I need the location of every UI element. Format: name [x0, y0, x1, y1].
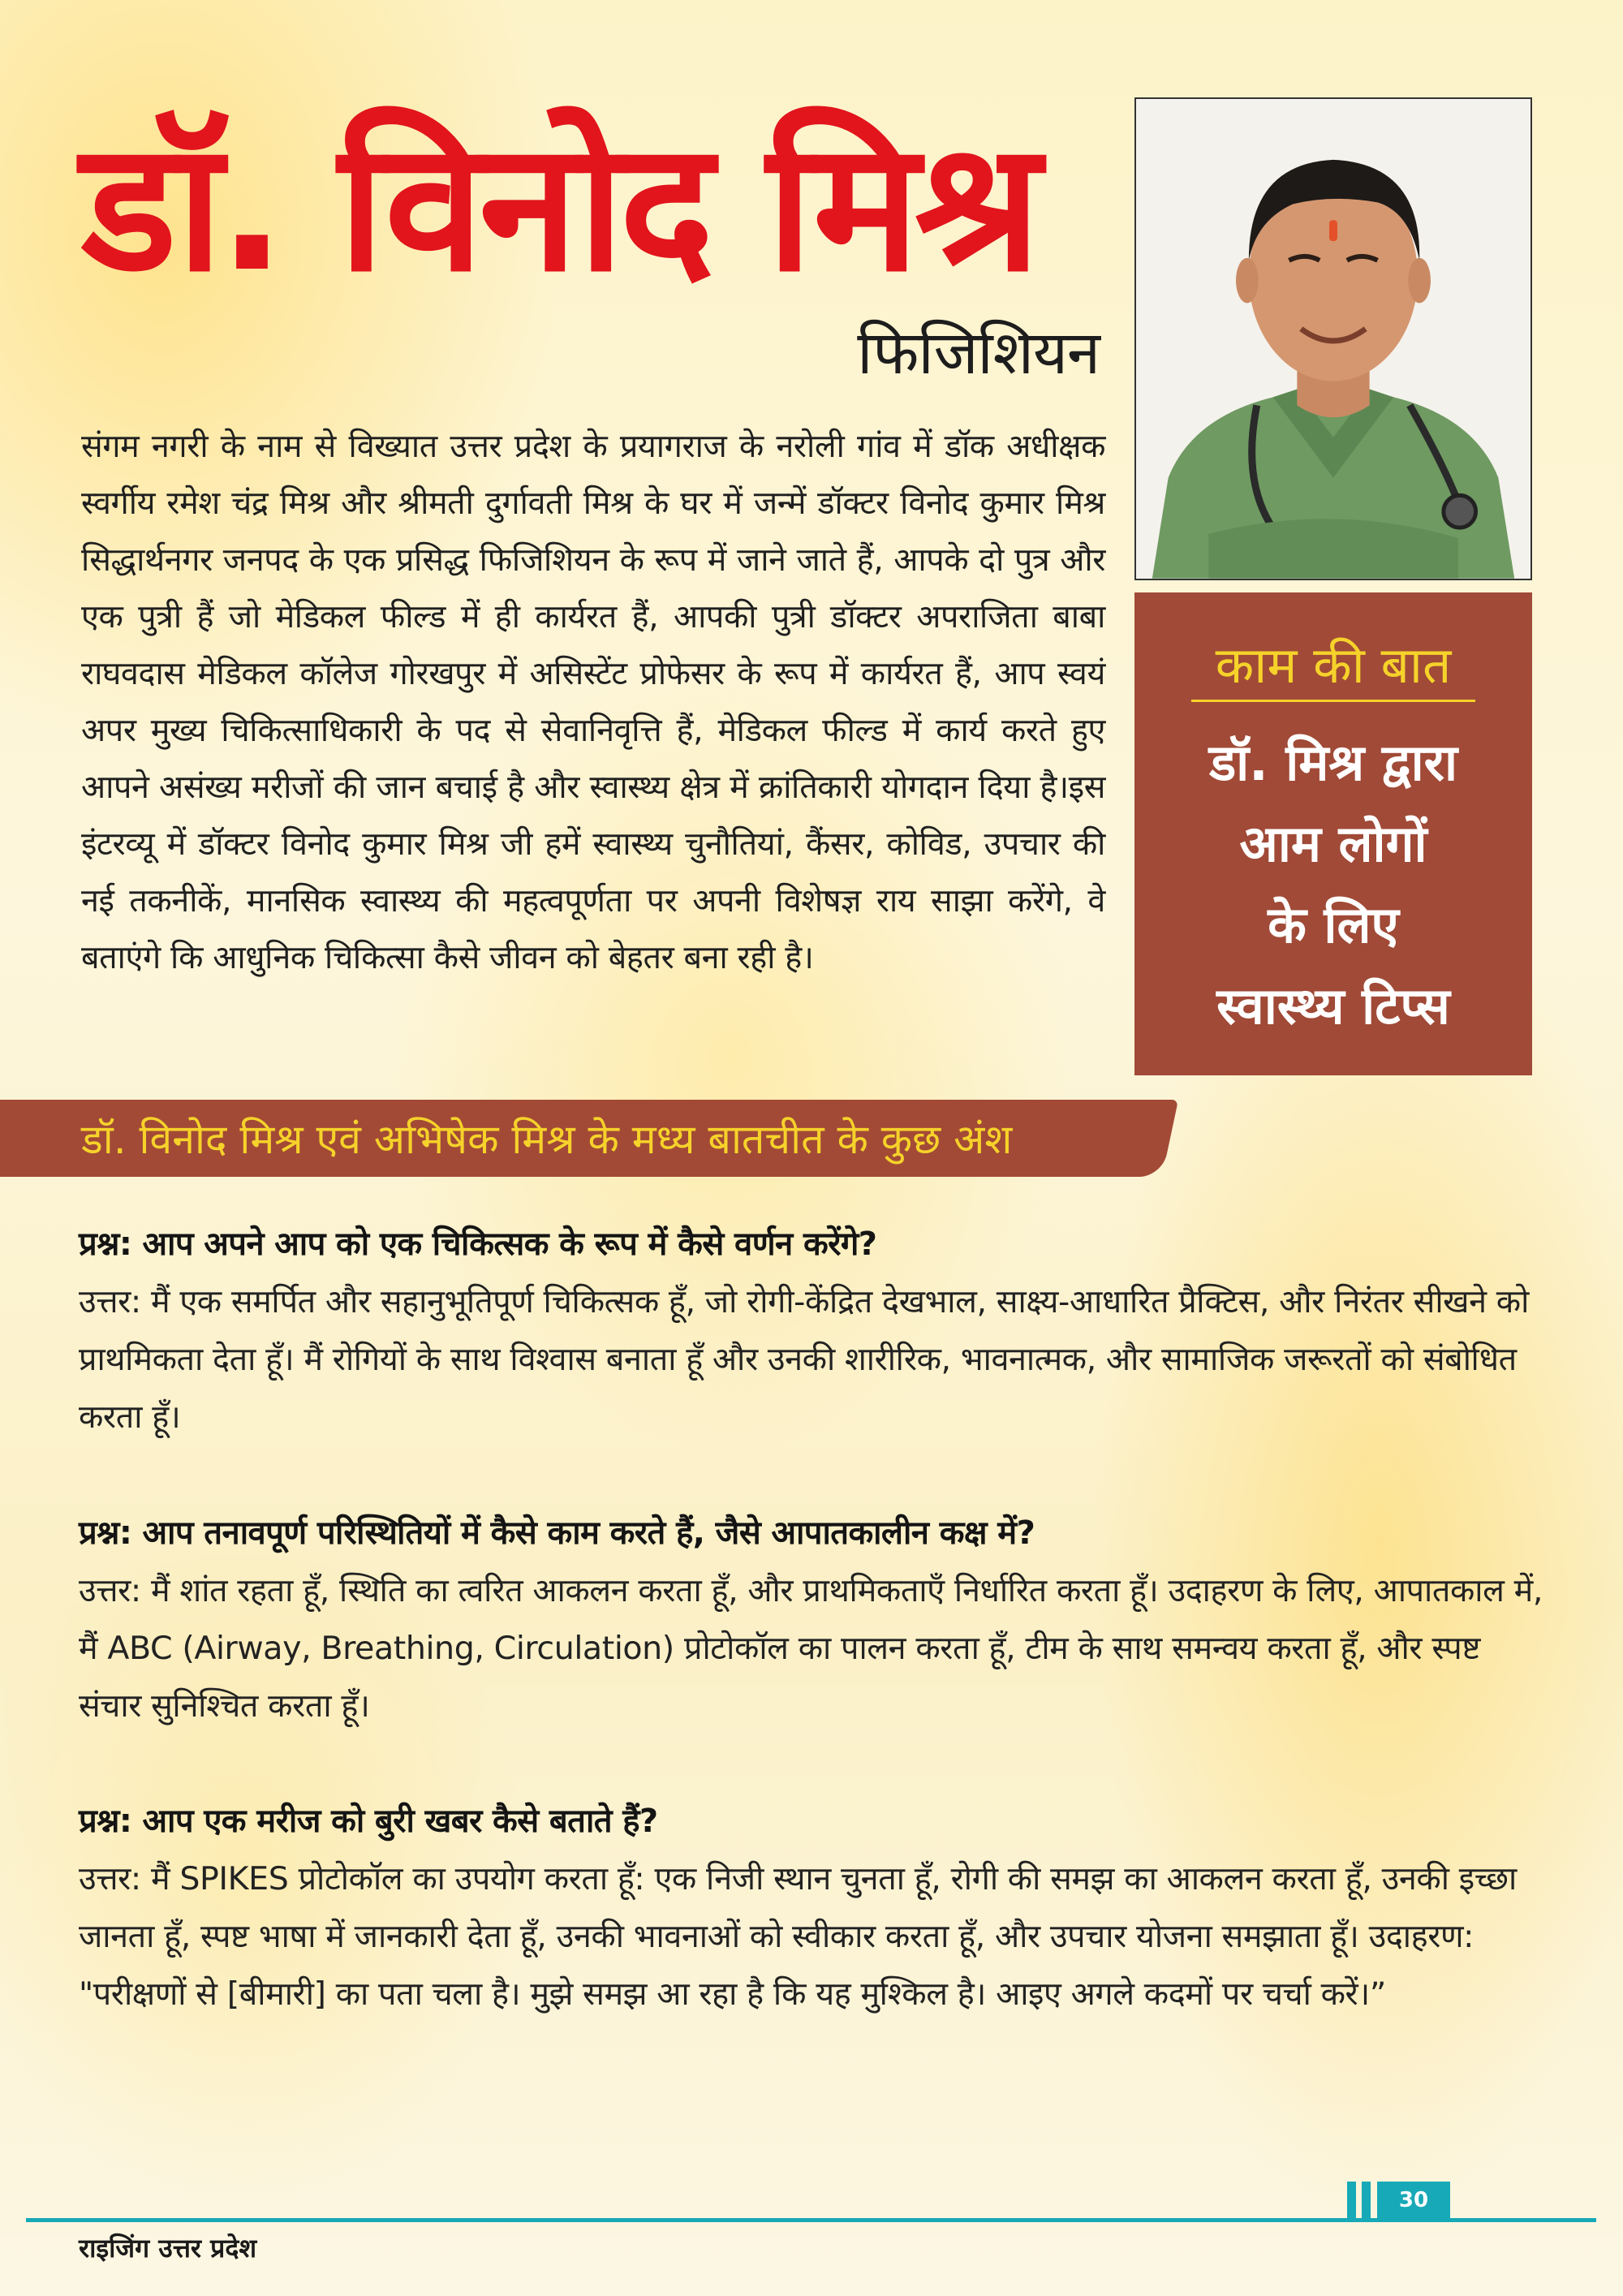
qa-item — [79, 1792, 1548, 2023]
tip-box-label: काम की बात — [1215, 635, 1452, 695]
tip-heading-line: के लिए — [1268, 895, 1399, 954]
page-number: 30 — [1377, 2182, 1450, 2220]
tip-heading-line: आम लोगों — [1239, 814, 1427, 873]
doctor-portrait-illustration — [1136, 99, 1530, 579]
bio-paragraph: संगम नगरी के नाम से विख्यात उत्तर प्रदेश के प्रयागराज के नरोली गांव में डॉक अधीक्षक स्वर्गीय रमेश चंद्र मिश्र और श्रीमती दुर्गावती मिश्र के घर में जन्में डॉक्टर विनोद कुमार मिश्र सिद्धार्थनगर जनपद के एक प्रसिद्ध फिजिशियन के रूप में जाने जाते हैं, आपके दो पुत्र और एक पुत्री हैं जो मेडिकल फील्ड में ही कार्यरत हैं, आपकी पुत्री डॉक्टर अपराजिता बाबा राघवदास मेडिकल कॉलेज गोरखपुर में असिस्टेंट प्रोफेसर के रूप में कार्यरत हैं, आप स्वयं अपर मुख्य चिकित्साधिकारी के पद से सेवानिवृत्ति हैं, मेडिकल फील्ड में कार्य करते हुए आपने असंख्य मरीजों की जान बचाई है और स्वास्थ्य क्षेत्र में क्रांतिकारी योगदान दिया है।इस इंटरव्यू में डॉक्टर विनोद कुमार मिश्र जी हमें स्वास्थ्य चुनौतियां, कैंसर, कोविड, उपचार की नई तकनीकें, मानसिक स्वास्थ्य की महत्वपूर्णता पर अपनी विशेषज्ञ राय साझा करेंगे, वे बताएंगे कि आधुनिक चिकित्सा कैसे जीवन को बेहतर बना रही है। — [81, 428, 1106, 976]
footer-divider — [26, 2218, 1596, 2222]
tip-box-underline — [1191, 700, 1475, 702]
footer-bar — [1362, 2182, 1371, 2220]
qa-item — [79, 1215, 1548, 1446]
tip-heading-line: स्वास्थ्य टिप्स — [1216, 976, 1450, 1036]
qa-question: प्रश्न: आप एक मरीज को बुरी खबर कैसे बताते हैं? — [79, 1803, 658, 1840]
section-banner-title: डॉ. विनोद मिश्र एवं अभिषेक मिश्र के मध्य बातचीत के कुछ अंश — [81, 1116, 1013, 1163]
qa-answer: उत्तर: मैं शांत रहता हूँ, स्थिति का त्वरित आकलन करता हूँ, और प्राथमिकताएँ निर्धारित करता हूँ। उदाहरण के लिए, आपातकाल में, मैं ABC (Airway, Breathing, Circulation) प्रोटोकॉल का पालन करता हूँ, टीम के साथ समन्वय करता हूँ, और स्पष्ट संचार सुनिश्चित करता हूँ। — [79, 1572, 1543, 1725]
tip-heading-line: डॉ. मिश्र द्वारा — [1208, 733, 1458, 792]
qa-question: प्रश्न: आप अपने आप को एक चिकित्सक के रूप में कैसे वर्णन करेंगे? — [79, 1226, 877, 1263]
qa-answer: उत्तर: मैं एक समर्पित और सहानुभूतिपूर्ण चिकित्सक हूँ, जो रोगी-केंद्रित देखभाल, साक्ष्य-आधारित प्रैक्टिस, और निरंतर सीखने को प्राथमिकता देता हूँ। मैं रोगियों के साथ विश्वास बनाता हूँ और उनकी शारीरिक, भावनात्मक, और सामाजिक जरूरतों को संबोधित करता हूँ। — [79, 1283, 1529, 1436]
qa-item — [79, 1504, 1548, 1735]
footer-bar — [1347, 2182, 1356, 2220]
profession-subtitle: फिजिशियन — [857, 318, 1100, 388]
publication-name: राइजिंग उत्तर प्रदेश — [79, 2233, 257, 2264]
tip-box-heading — [1151, 722, 1516, 1047]
qa-answer: उत्तर: मैं SPIKES प्रोटोकॉल का उपयोग करता हूँ: एक निजी स्थान चुनता हूँ, रोगी की समझ का आकलन करता हूँ, उनकी इच्छा जानता हूँ, स्पष्ट भाषा में जानकारी देता हूँ, उनकी भावनाओं को स्वीकार करता हूँ, और उपचार योजना समझाता हूँ। उदाहरण: "परीक्षणों से [बीमारी] का पता चला है। मुझे समझ आ रहा है कि यह मुश्किल है। आइए अगले कदमों पर चर्चा करें।” — [79, 1860, 1517, 2013]
qa-question: प्रश्न: आप तनावपूर्ण परिस्थितियों में कैसे काम करते हैं, जैसे आपातकालीन कक्ष में? — [79, 1514, 1035, 1552]
doctor-portrait-image — [1134, 97, 1532, 580]
tip-box — [1134, 592, 1532, 1075]
doctor-name-title: डॉ. विनोद मिश्र — [81, 103, 1036, 311]
